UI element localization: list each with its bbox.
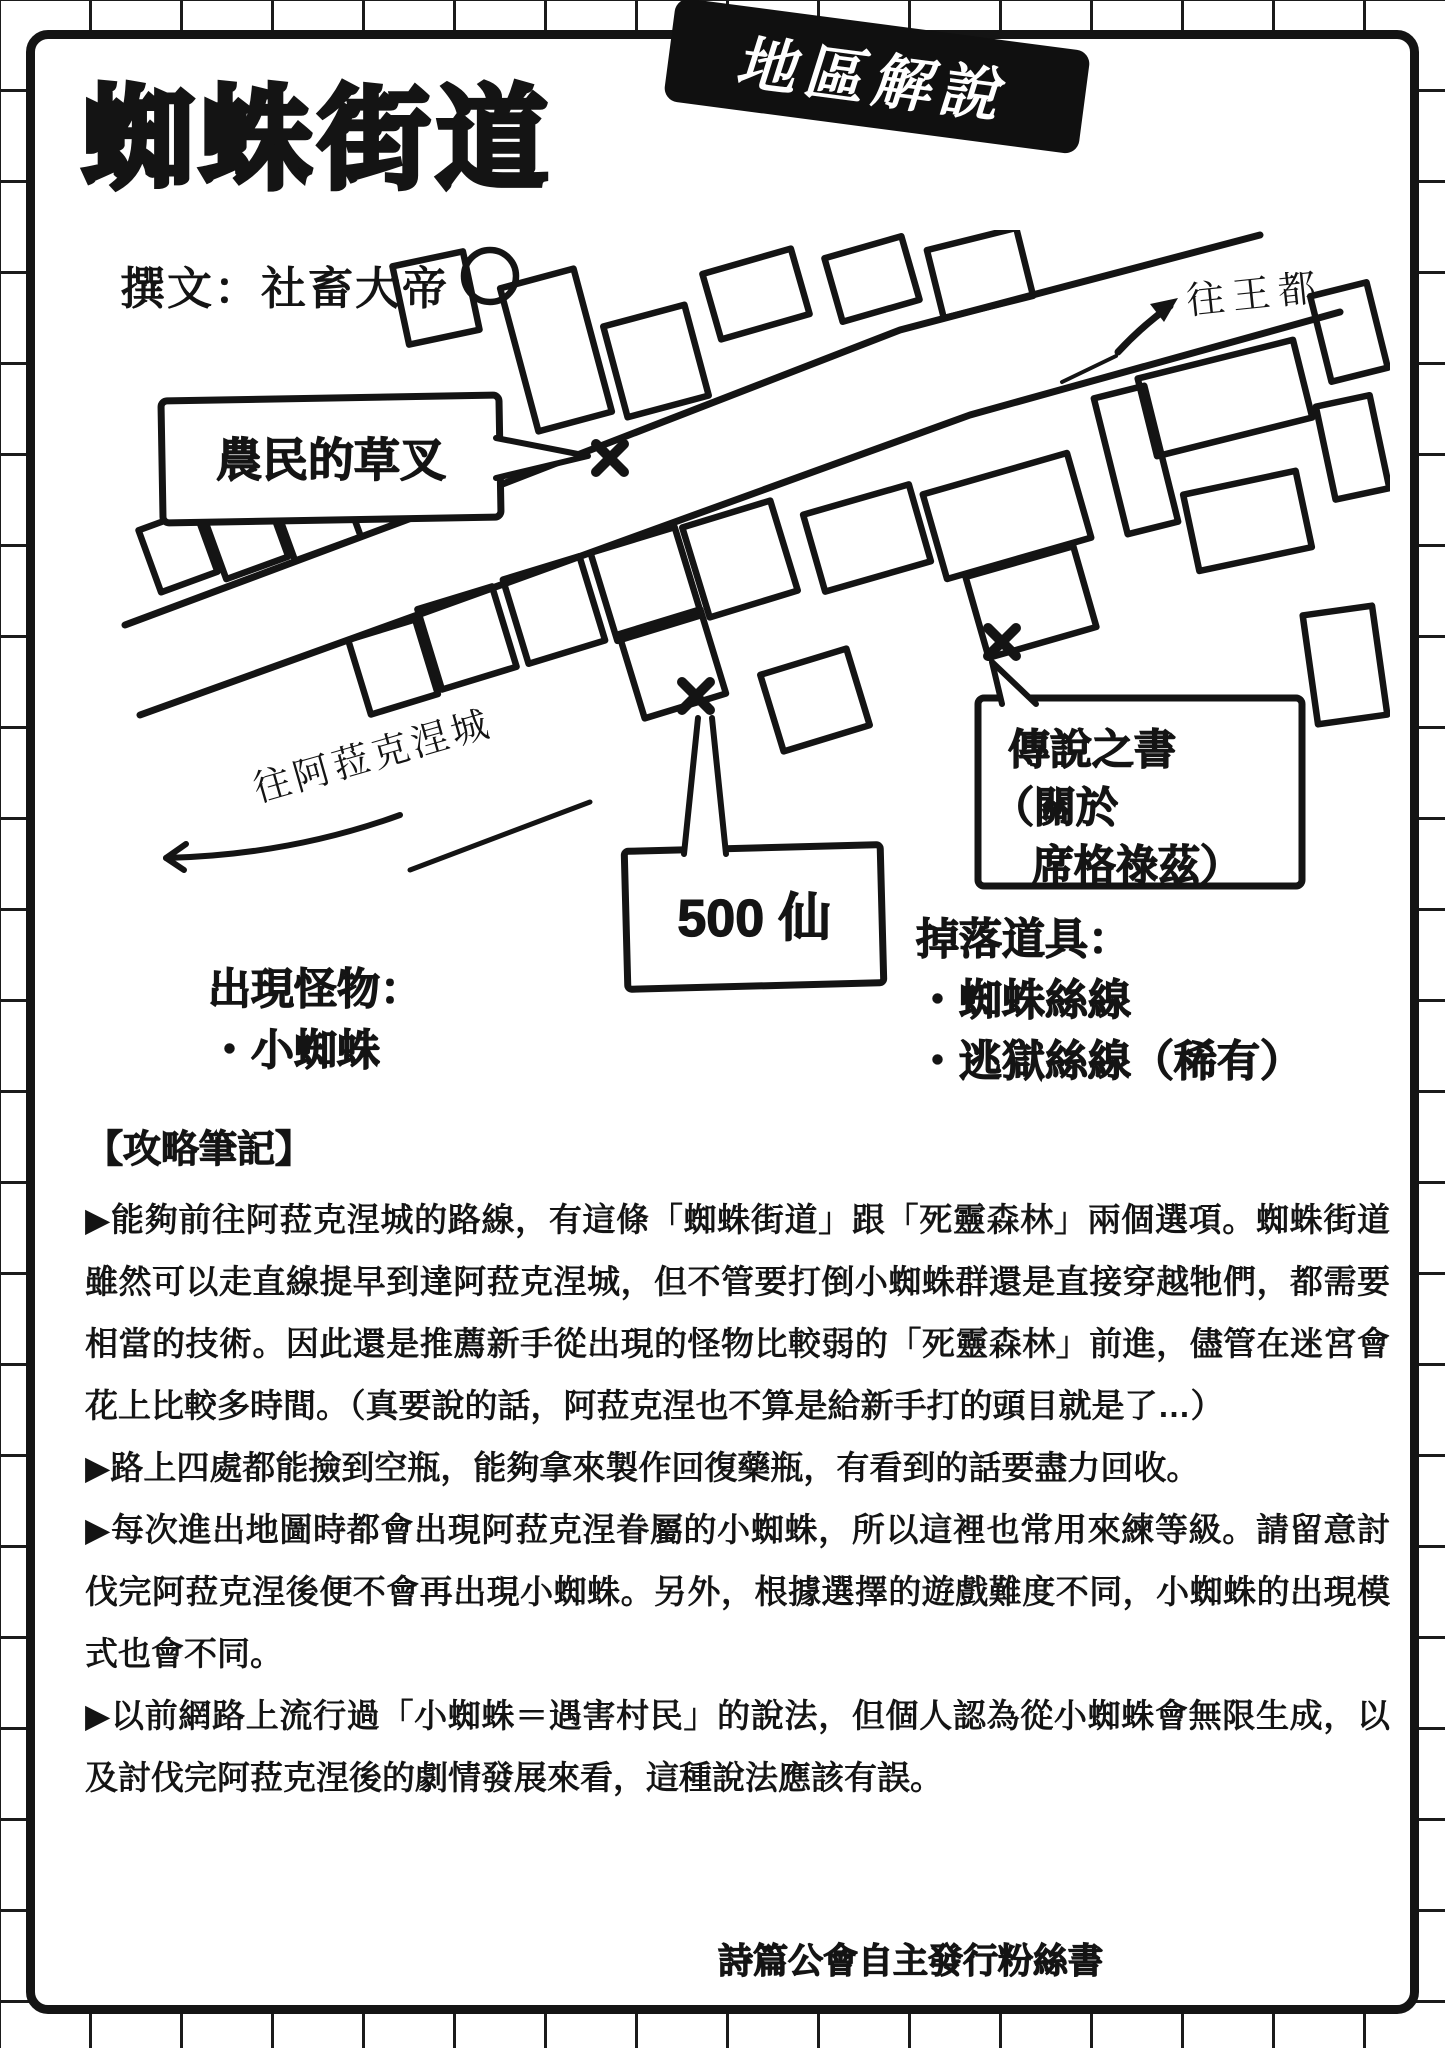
building <box>824 236 919 321</box>
building <box>1094 386 1178 534</box>
book-label-line1: 傳說之書 <box>1008 726 1177 773</box>
book-label-line3: 席格祿茲） <box>1032 842 1243 889</box>
building <box>603 305 708 418</box>
building <box>966 546 1097 658</box>
drops-heading: 掉落道具： <box>916 916 1131 964</box>
to-capital-label: 往王都 <box>1184 266 1327 323</box>
building <box>1183 471 1312 571</box>
building <box>760 649 869 752</box>
strategy-note-paragraph: ▶每次進出地圖時都會出現阿菈克涅眷屬的小蜘蛛，所以這裡也常用來練等級。請留意討伐完阿菈克涅後便不會再出現小蜘蛛。另外，根據選擇的遊戲難度不同，小蜘蛛的出現模式也會不同。 <box>85 1511 1390 1672</box>
monsters-list <box>208 960 423 1082</box>
to-arachne-arrow <box>166 802 590 870</box>
building <box>500 269 612 432</box>
strategy-note-paragraph: ▶以前網路上流行過「小蜘蛛＝遇害村民」的說法，但個人認為從小蜘蛛會無限生成，以及討伐完阿菈克涅後的劇情發展來看，這種說法應該有誤。 <box>85 1697 1390 1796</box>
building <box>503 556 605 664</box>
building <box>702 249 809 340</box>
price-callout <box>624 718 884 989</box>
strategy-notes-heading: 【攻略筆記】 <box>85 1129 314 1171</box>
pitchfork-callout <box>161 395 588 523</box>
building <box>923 453 1091 579</box>
building <box>1316 395 1390 499</box>
building <box>1138 340 1313 456</box>
publisher-footer: 詩篇公會自主發行粉絲書 <box>718 1942 1104 1981</box>
x-marker-pitchfork <box>596 444 624 472</box>
to-capital-arrow <box>1062 298 1178 382</box>
page-title: 蜘蛛街道 <box>82 77 554 202</box>
round-building <box>464 250 516 302</box>
price-label: 500 仙 <box>677 890 831 948</box>
drop-item: ・逃獄絲線（稀有） <box>916 1038 1303 1087</box>
book-label-line2: （關於 <box>992 784 1119 831</box>
monsters-heading: 出現怪物： <box>208 966 423 1014</box>
strategy-note-paragraph: ▶路上四處都能撿到空瓶，能夠拿來製作回復藥瓶，有看到的話要盡力回收。 <box>85 1449 1200 1486</box>
pitchfork-label: 農民的草叉 <box>216 434 446 486</box>
drop-item: ・蜘蛛絲線 <box>916 977 1131 1026</box>
badge-label: 地區解說 <box>730 30 1021 131</box>
building <box>803 484 931 591</box>
to-arachne-label: 往阿菈克涅城 <box>248 702 497 810</box>
book-callout <box>978 662 1302 889</box>
building <box>1303 606 1388 725</box>
arachne-road-line <box>410 802 590 870</box>
author-line: 撰文：社畜大帝 <box>120 263 450 314</box>
building <box>927 230 1033 318</box>
drops-list <box>916 910 1303 1093</box>
monster-item: ・小蜘蛛 <box>208 1027 380 1076</box>
strategy-note-paragraph: ▶能夠前往阿菈克涅城的路線，有這條「蜘蛛街道」跟「死靈森林」兩個選項。蜘蛛街道雖然可以走直線提早到達阿菈克涅城，但不管要打倒小蜘蛛群還是直接穿越牠們，都需要相當的技術。因此還是推薦新手從出現的怪物比較弱的「死靈森林」前進，儘管在迷宮會花上比較多時間。（真要說的話，阿菈克涅也不算是給新手打的頭目就是了…） <box>85 1201 1390 1424</box>
arachne-arrow-shaft <box>166 815 400 858</box>
strategy-notes <box>85 1118 1390 1809</box>
